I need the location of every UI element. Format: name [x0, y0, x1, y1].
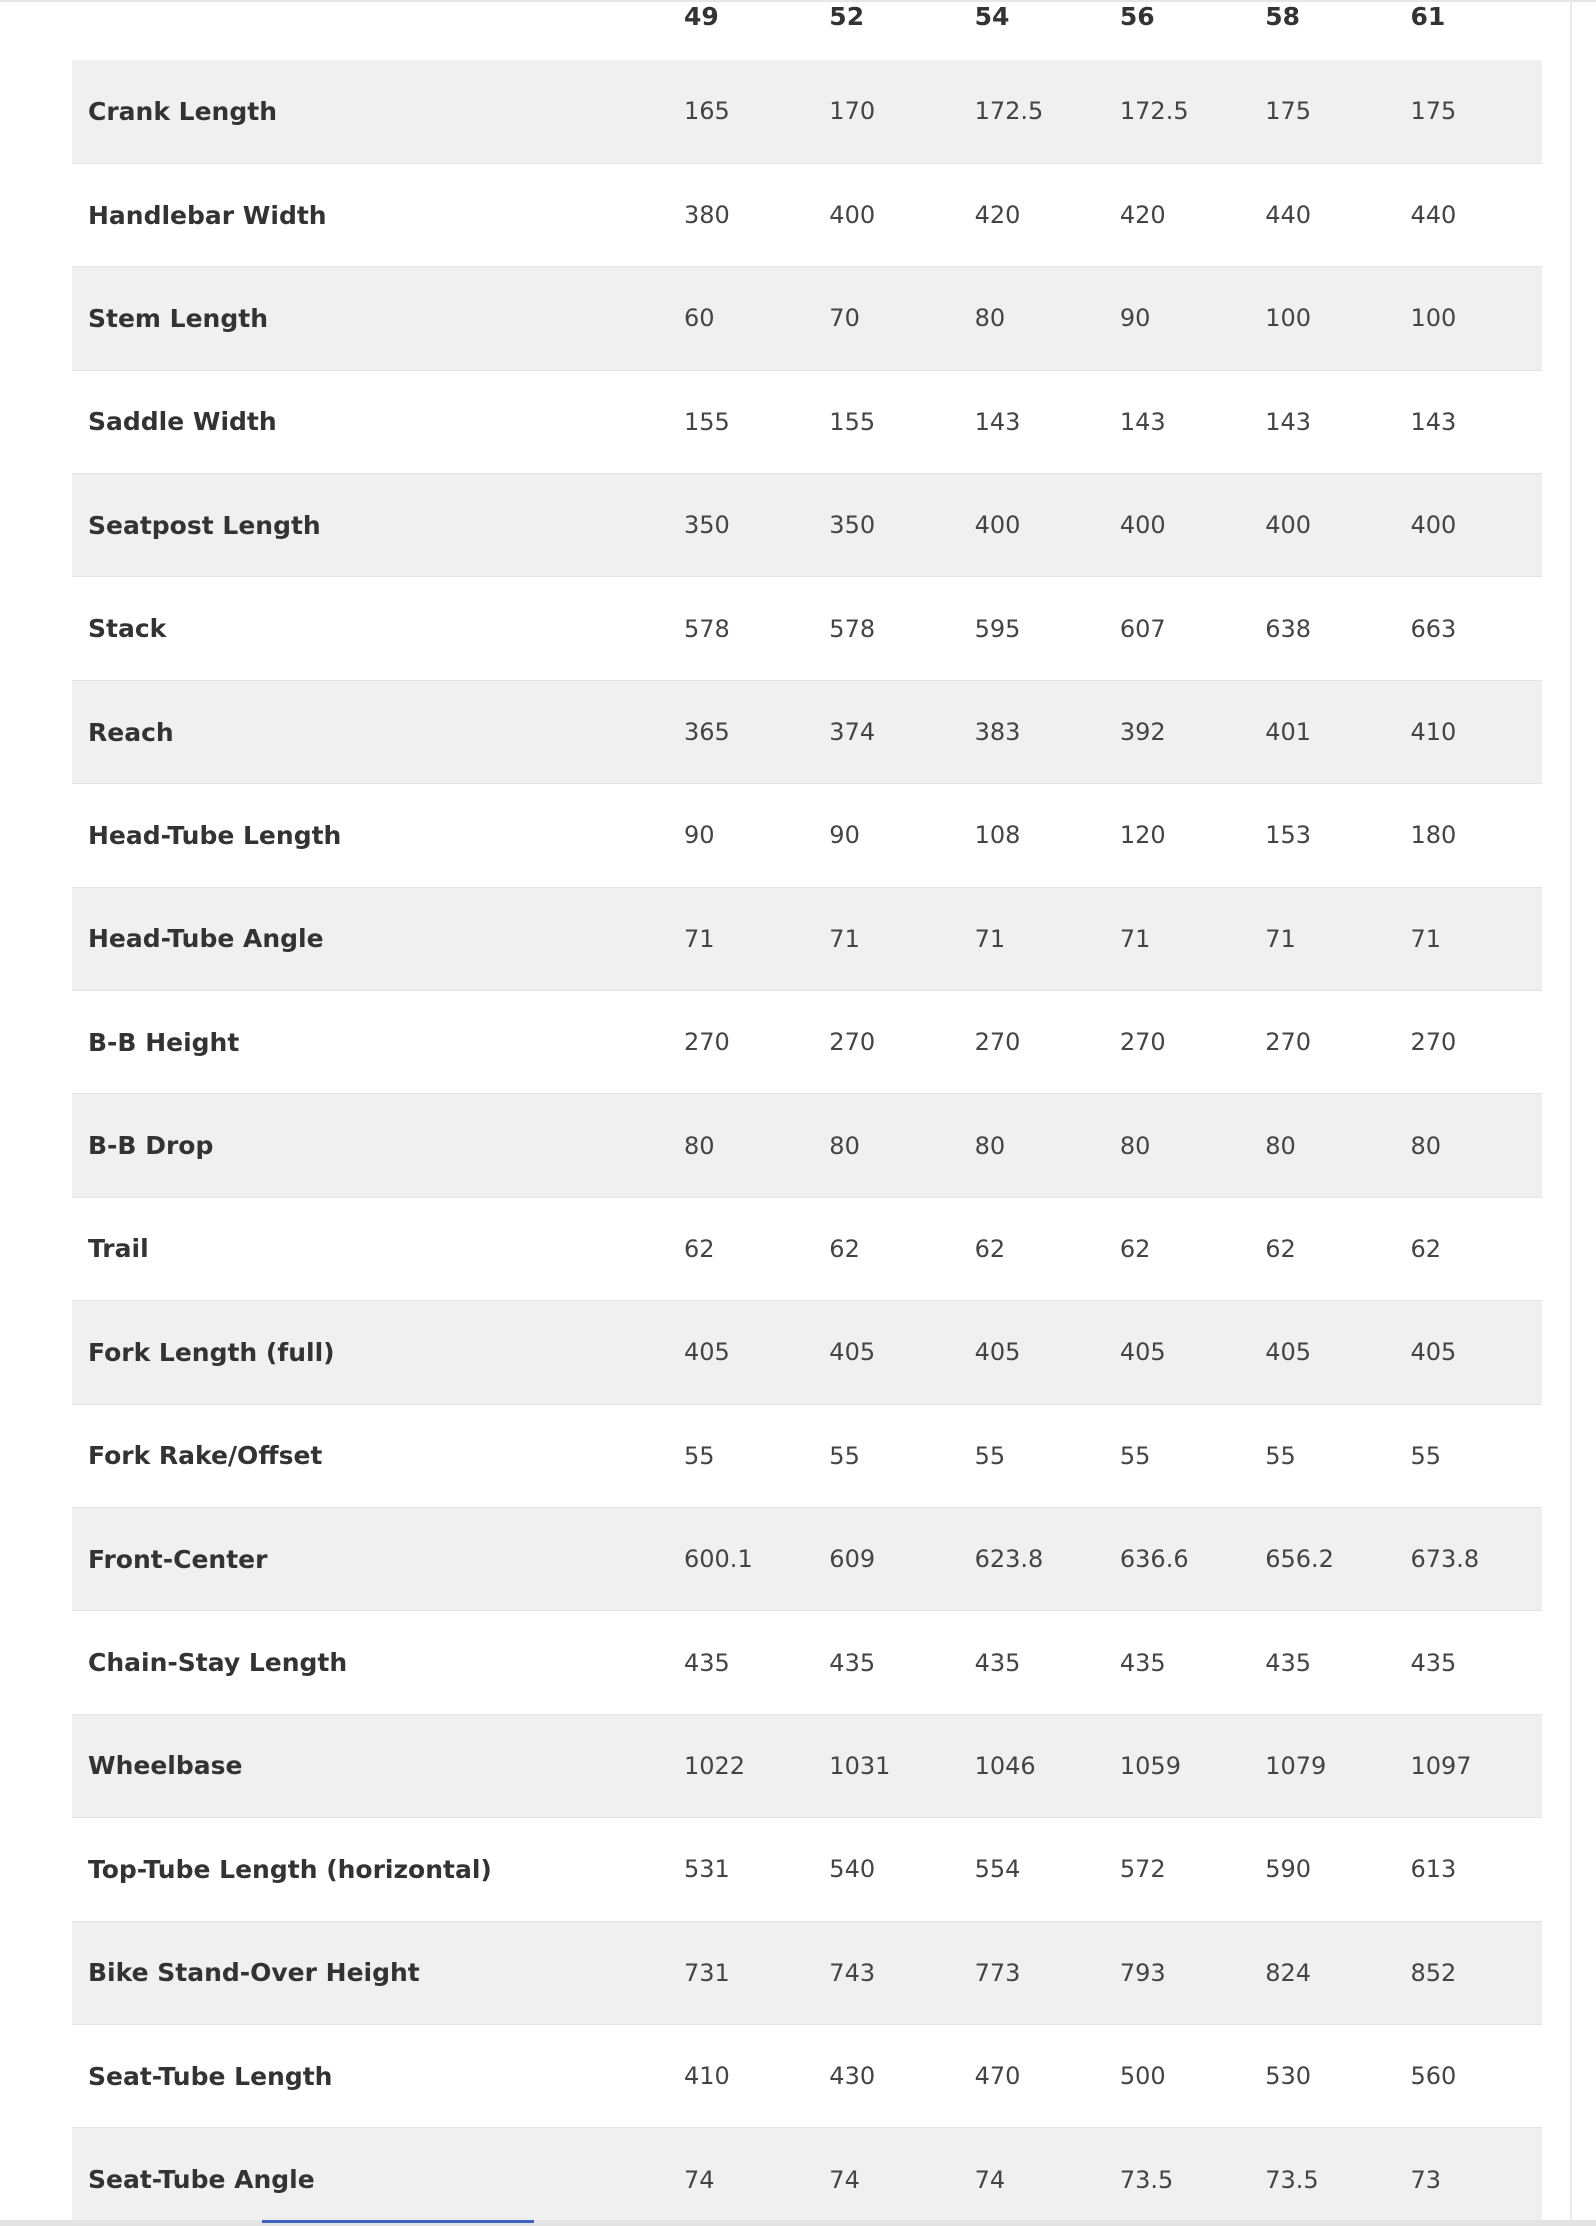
table-cell: 80: [684, 1131, 715, 1160]
table-row: [72, 60, 1542, 163]
table-cell: 531: [684, 1855, 730, 1884]
table-cell: 175: [1265, 97, 1311, 126]
size-header: 49: [684, 2, 719, 31]
table-cell: 270: [1119, 1028, 1166, 1057]
row-label: Crank Length: [88, 96, 278, 126]
table-cell: 420: [974, 201, 1021, 230]
bottom-accent: [262, 2220, 534, 2223]
table-row: [72, 1611, 1542, 1714]
table-cell: 80: [1410, 1131, 1442, 1160]
table-cell: 1031: [829, 1751, 891, 1780]
table-cell: 175: [1410, 97, 1457, 126]
table-cell: 55: [1119, 1441, 1151, 1470]
table-cell: 55: [1410, 1441, 1442, 1470]
table-cell: 143: [1410, 407, 1457, 436]
table-cell: 71: [1265, 924, 1296, 953]
table-cell: 435: [1410, 1648, 1457, 1677]
table-cell: 143: [1265, 407, 1311, 436]
table-cell: 155: [829, 407, 876, 436]
table-cell: 172.5: [1119, 97, 1189, 126]
row-label: Trail: [88, 1234, 149, 1264]
size-header: 54: [974, 2, 1010, 31]
table-cell: 165: [684, 97, 730, 126]
table-cell: 405: [1119, 1338, 1166, 1367]
table-cell: 731: [684, 1958, 730, 1987]
table-cell: 400: [1265, 511, 1311, 540]
table-cell: 420: [1119, 201, 1166, 230]
table-row: [72, 991, 1542, 1094]
table-cell: 350: [684, 511, 730, 540]
table-cell: 60: [684, 304, 715, 333]
table-cell: 400: [1119, 511, 1166, 540]
row-label: Wheelbase: [88, 1751, 243, 1781]
table-cell: 578: [684, 614, 730, 643]
row-label: Seat-Tube Angle: [88, 2165, 315, 2194]
table-cell: 793: [1119, 1958, 1166, 1987]
row-label: Saddle Width: [88, 407, 277, 437]
table-cell: 1097: [1410, 1751, 1472, 1780]
table-row: [72, 2024, 1542, 2127]
table-cell: 80: [829, 1131, 860, 1160]
header-label-cell: [72, 0, 670, 60]
table-cell: 430: [829, 2062, 876, 2091]
table-cell: 170: [829, 97, 876, 126]
table-cell: 435: [1265, 1648, 1311, 1677]
table-cell: 143: [974, 407, 1021, 436]
table-row: [72, 370, 1542, 473]
table-cell: 600.1: [684, 1545, 753, 1574]
table-row: [72, 1197, 1542, 1300]
row-label: Seat-Tube Length: [88, 2061, 333, 2091]
size-header: 56: [1119, 2, 1155, 31]
table-cell: 55: [1265, 1441, 1296, 1470]
table-cell: 435: [974, 1648, 1021, 1677]
table-cell: 405: [974, 1338, 1021, 1367]
table-cell: 410: [1410, 718, 1457, 747]
table-row: [72, 1507, 1542, 1610]
row-label: Reach: [88, 717, 174, 747]
size-header: 58: [1265, 2, 1300, 31]
table-cell: 80: [1119, 1131, 1151, 1160]
table-row: [72, 1404, 1542, 1507]
table-cell: 530: [1265, 2062, 1311, 2091]
table-cell: 590: [1265, 1855, 1311, 1884]
table-cell: 656.2: [1265, 1545, 1334, 1574]
table-cell: 1046: [974, 1751, 1036, 1780]
table-cell: 74: [684, 2165, 715, 2194]
table-cell: 90: [1119, 304, 1151, 333]
table-row: [72, 267, 1542, 370]
table-cell: 55: [974, 1441, 1006, 1470]
table-cell: 71: [684, 924, 715, 953]
table-cell: 613: [1410, 1855, 1457, 1884]
table-cell: 90: [684, 821, 715, 850]
row-label: Fork Length (full): [88, 1337, 335, 1367]
table-cell: 155: [684, 407, 730, 436]
table-cell: 572: [1119, 1855, 1166, 1884]
table-cell: 663: [1410, 614, 1457, 643]
table-cell: 578: [829, 614, 876, 643]
row-label: B-B Drop: [88, 1131, 214, 1161]
row-label: Front-Center: [88, 1544, 268, 1574]
table-cell: 270: [684, 1028, 730, 1057]
scroll-gutter: [1570, 0, 1572, 2226]
table-row: [72, 2128, 1542, 2226]
table-cell: 540: [829, 1855, 876, 1884]
table-cell: 405: [684, 1338, 730, 1367]
row-label: Chain-Stay Length: [88, 1648, 348, 1678]
table-cell: 108: [974, 821, 1021, 850]
table-cell: 365: [684, 718, 730, 747]
table-cell: 405: [829, 1338, 876, 1367]
geometry-table: [72, 0, 1542, 2226]
table-cell: 270: [974, 1028, 1021, 1057]
table-cell: 852: [1410, 1958, 1457, 1987]
table-cell: 401: [1265, 718, 1311, 747]
table-row: [72, 887, 1542, 990]
table-cell: 270: [829, 1028, 876, 1057]
table-cell: 350: [829, 511, 876, 540]
table-row: [72, 474, 1542, 577]
row-label: Head-Tube Angle: [88, 924, 324, 954]
size-header: 52: [829, 2, 865, 31]
row-label: B-B Height: [88, 1027, 240, 1057]
row-label: Head-Tube Length: [88, 820, 342, 850]
geometry-table-body: [72, 60, 1542, 2226]
table-cell: 400: [829, 201, 876, 230]
table-cell: 62: [1265, 1234, 1296, 1263]
table-cell: 73.5: [1265, 2165, 1319, 2194]
size-header: 61: [1410, 2, 1446, 31]
table-cell: 383: [974, 718, 1021, 747]
table-row: [72, 1714, 1542, 1817]
table-cell: 100: [1410, 304, 1457, 333]
table-row: [72, 680, 1542, 783]
table-cell: 440: [1265, 201, 1311, 230]
table-cell: 143: [1119, 407, 1166, 436]
table-cell: 71: [1410, 924, 1442, 953]
table-cell: 405: [1410, 1338, 1457, 1367]
table-cell: 400: [1410, 511, 1457, 540]
table-cell: 392: [1119, 718, 1166, 747]
table-cell: 270: [1265, 1028, 1311, 1057]
table-row: [72, 163, 1542, 266]
table-cell: 773: [974, 1958, 1021, 1987]
table-cell: 55: [829, 1441, 860, 1470]
row-label: Handlebar Width: [88, 200, 327, 230]
table-cell: 1079: [1265, 1751, 1327, 1780]
table-cell: 435: [1119, 1648, 1166, 1677]
table-cell: 90: [829, 821, 860, 850]
table-cell: 172.5: [974, 97, 1044, 126]
table-cell: 270: [1410, 1028, 1457, 1057]
row-label: Stem Length: [88, 303, 268, 333]
table-cell: 62: [684, 1234, 715, 1263]
row-label: Top-Tube Length (horizontal): [88, 1854, 492, 1884]
table-cell: 609: [829, 1545, 876, 1574]
table-cell: 70: [829, 304, 860, 333]
size-header-row: [72, 0, 1542, 60]
table-cell: 100: [1265, 304, 1311, 333]
table-cell: 435: [684, 1648, 730, 1677]
table-cell: 80: [974, 304, 1006, 333]
table-cell: 435: [829, 1648, 876, 1677]
table-cell: 74: [829, 2165, 860, 2194]
table-cell: 500: [1119, 2062, 1166, 2091]
table-cell: 623.8: [974, 1545, 1044, 1574]
table-cell: 560: [1410, 2062, 1457, 2091]
table-cell: 400: [974, 511, 1021, 540]
table-cell: 80: [974, 1131, 1006, 1160]
table-cell: 743: [829, 1958, 876, 1987]
table-cell: 405: [1265, 1338, 1311, 1367]
table-cell: 636.6: [1119, 1545, 1189, 1574]
table-cell: 824: [1265, 1958, 1311, 1987]
table-cell: 71: [829, 924, 860, 953]
table-cell: 73: [1410, 2165, 1442, 2194]
table-cell: 410: [684, 2062, 730, 2091]
table-cell: 73.5: [1119, 2165, 1174, 2194]
table-cell: 380: [684, 201, 730, 230]
table-cell: 74: [974, 2165, 1006, 2194]
row-label: Stack: [88, 614, 167, 644]
table-cell: 607: [1119, 614, 1166, 643]
row-label: Seatpost Length: [88, 510, 321, 540]
table-cell: 180: [1410, 821, 1457, 850]
table-row: [72, 1094, 1542, 1197]
table-cell: 1022: [684, 1751, 746, 1780]
table-cell: 638: [1265, 614, 1311, 643]
table-cell: 440: [1410, 201, 1457, 230]
table-cell: 1059: [1119, 1751, 1181, 1780]
table-cell: 153: [1265, 821, 1311, 850]
table-cell: 55: [684, 1441, 715, 1470]
table-cell: 71: [1119, 924, 1151, 953]
table-row: [72, 784, 1542, 887]
table-row: [72, 1921, 1542, 2024]
table-cell: 62: [974, 1234, 1006, 1263]
table-cell: 470: [974, 2062, 1021, 2091]
table-cell: 80: [1265, 1131, 1296, 1160]
table-cell: 554: [974, 1855, 1021, 1884]
table-cell: 120: [1119, 821, 1166, 850]
table-cell: 374: [829, 718, 876, 747]
row-label: Bike Stand-Over Height: [88, 1958, 420, 1988]
table-cell: 71: [974, 924, 1006, 953]
table-cell: 62: [1119, 1234, 1151, 1263]
row-label: Fork Rake/Offset: [88, 1441, 323, 1471]
table-cell: 673.8: [1410, 1545, 1480, 1574]
table-row: [72, 577, 1542, 680]
bottom-bar: [0, 2220, 1596, 2226]
table-cell: 595: [974, 614, 1021, 643]
table-row: [72, 1818, 1542, 1921]
table-row: [72, 1301, 1542, 1404]
table-cell: 62: [1410, 1234, 1442, 1263]
table-cell: 62: [829, 1234, 860, 1263]
